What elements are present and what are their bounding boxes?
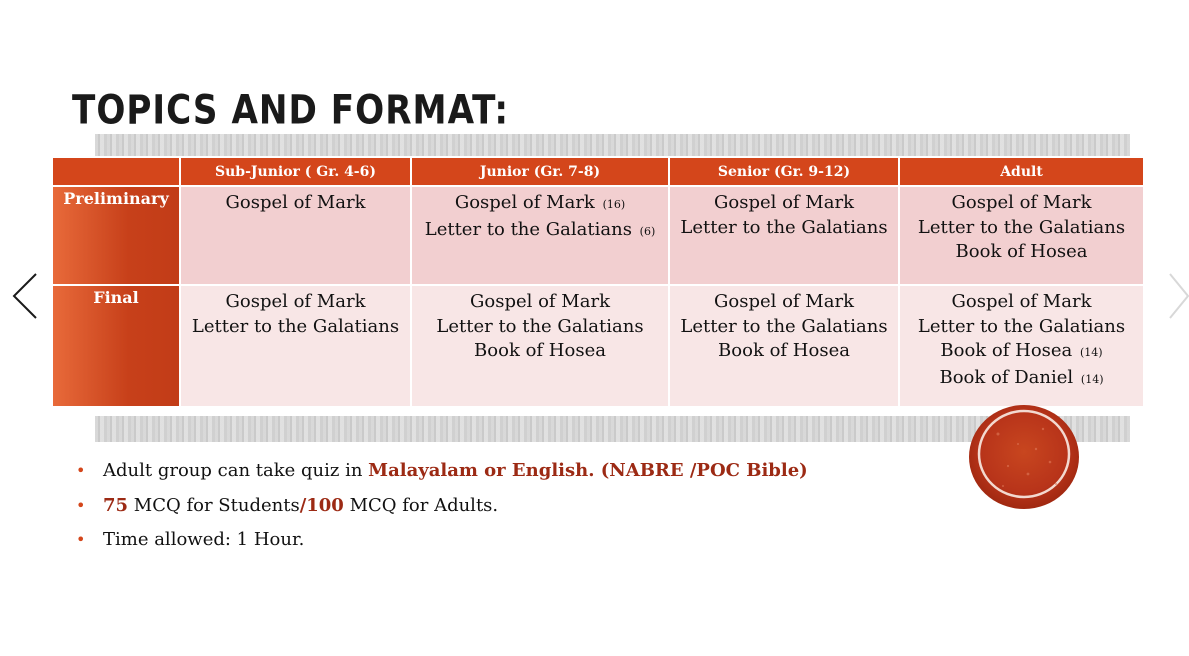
bullet-text: Adult group can take quiz in	[103, 460, 369, 481]
topic-line	[900, 290, 1143, 315]
topic-line	[670, 290, 898, 315]
topic-line	[670, 315, 898, 340]
decorative-seal	[968, 404, 1080, 510]
table-row	[52, 285, 1144, 407]
topic-text: Letter to the Galatians	[917, 315, 1126, 337]
column-header-sub-junior: Sub-Junior ( Gr. 4-6)	[180, 157, 411, 186]
topic-line	[900, 366, 1143, 393]
topic-text: Gospel of Mark	[951, 192, 1092, 213]
topic-text: Gospel of Mark	[454, 192, 595, 213]
chevron-right-icon	[1168, 272, 1189, 320]
table-cell	[411, 285, 669, 407]
topic-text: Gospel of Mark	[951, 291, 1092, 312]
topic-line	[670, 216, 898, 241]
question-count-note: (6)	[639, 224, 656, 238]
table-cell	[899, 285, 1144, 407]
topic-text: Letter to the Galatians	[680, 315, 888, 337]
topic-line	[412, 315, 668, 340]
topic-text: Letter to the Galatians	[680, 216, 888, 238]
column-header-senior: Senior (Gr. 9-12)	[669, 157, 899, 186]
previous-slide-button[interactable]	[10, 272, 42, 320]
topic-text: Gospel of Mark	[713, 291, 854, 312]
table-cell	[411, 186, 669, 285]
table-cell	[180, 285, 411, 407]
topic-line	[412, 191, 668, 218]
table-cell	[899, 186, 1144, 285]
bullet-item	[76, 525, 808, 560]
topic-line	[900, 191, 1143, 216]
topic-line	[412, 218, 668, 245]
topic-text: Letter to the Galatians	[424, 218, 632, 240]
topic-text: Book of Hosea	[474, 340, 606, 361]
topic-text: Book of Hosea	[718, 340, 850, 361]
table-header-row	[52, 157, 1144, 186]
bullet-text: MCQ for Adults.	[343, 494, 499, 516]
topic-line	[181, 290, 410, 315]
topic-line	[900, 315, 1143, 340]
column-header-corner	[52, 157, 180, 186]
topic-line	[181, 315, 410, 340]
table-cell	[669, 285, 899, 407]
bullet-item	[76, 491, 808, 526]
bullet-marker-icon: •	[76, 530, 86, 549]
topic-line	[900, 216, 1143, 241]
topic-line	[181, 191, 410, 216]
bullet-text: MCQ for Students	[128, 494, 300, 516]
highlighted-text: /100	[299, 494, 344, 516]
slide-title: TOPICS AND FORMAT:	[72, 86, 510, 134]
topic-text: Book of Hosea	[940, 340, 1073, 361]
column-header-junior: Junior (Gr. 7-8)	[411, 157, 669, 186]
row-header: Preliminary	[52, 186, 180, 285]
bullet-marker-icon: •	[76, 461, 86, 480]
topic-line	[900, 240, 1143, 265]
topic-text: Book of Hosea	[955, 241, 1088, 262]
question-count-note: (16)	[602, 198, 626, 211]
highlighted-text: Malayalam or English. (NABRE /POC Bible)	[368, 460, 808, 481]
highlighted-text: 75	[103, 494, 129, 516]
table-cell	[180, 186, 411, 285]
topic-text: Letter to the Galatians	[436, 315, 644, 337]
question-count-note: (14)	[1080, 346, 1103, 359]
topic-text: Letter to the Galatians	[191, 315, 400, 337]
notes-bullet-list	[76, 456, 808, 560]
column-header-adult: Adult	[899, 157, 1144, 186]
bullet-item	[76, 456, 808, 491]
table-cell	[669, 186, 899, 285]
topic-line	[412, 290, 668, 315]
next-slide-button[interactable]	[1168, 272, 1189, 320]
topic-line	[670, 191, 898, 216]
topic-text: Gospel of Mark	[225, 192, 366, 213]
chevron-left-icon	[10, 272, 42, 320]
topic-text: Gospel of Mark	[469, 291, 610, 312]
row-header: Final	[52, 285, 180, 407]
topic-text: Book of Daniel	[939, 366, 1074, 388]
table-row	[52, 186, 1144, 285]
topic-line	[412, 339, 668, 364]
question-count-note: (14)	[1080, 372, 1104, 386]
topic-line	[670, 339, 898, 364]
topics-table	[51, 156, 1145, 408]
topic-text: Gospel of Mark	[225, 291, 366, 312]
topic-text: Gospel of Mark	[713, 192, 854, 213]
topic-text: Letter to the Galatians	[917, 216, 1126, 238]
topic-line	[900, 339, 1143, 366]
bullet-text: Time allowed: 1 Hour.	[103, 529, 305, 550]
bullet-marker-icon: •	[76, 495, 86, 515]
